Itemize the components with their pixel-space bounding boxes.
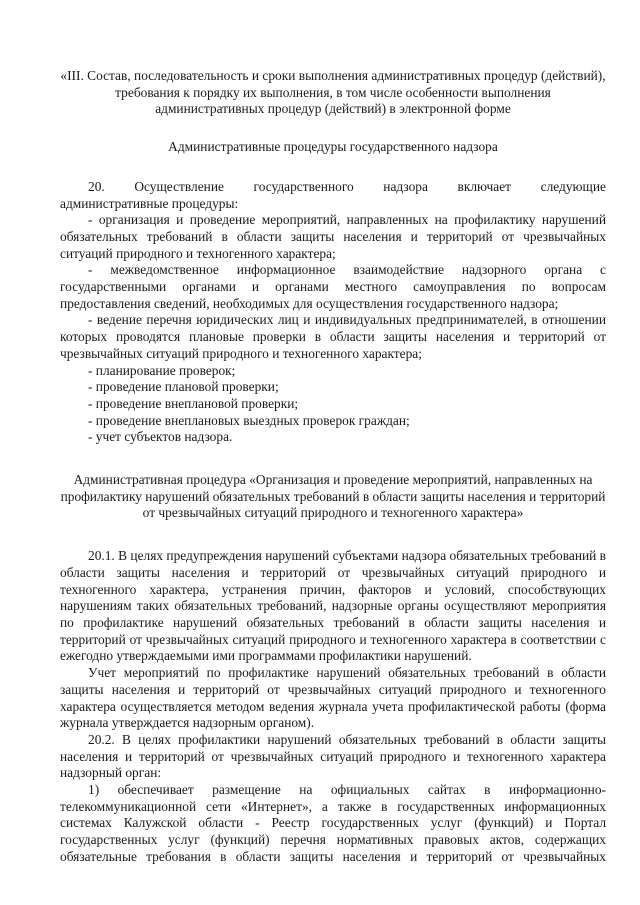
section-heading: «III. Состав, последовательность и сроки выполнения административных процедур (действий), требования к порядку их выполнения, в том числе особенности выполнения административных процедур (действий) в электронной форме (60, 68, 606, 117)
list-item: - организация и проведение мероприятий, направленных на профилактику нарушений обязательных требований в области защиты населения и территорий от чрезвычайных ситуаций природного и техногенного характера; (60, 212, 606, 261)
item-20-word: включает (457, 178, 512, 194)
list-item: - проведение плановой проверки; (88, 379, 279, 395)
paragraph-20-1: 20.1. В целях предупреждения нарушений субъектами надзора обязательных требований в области защиты населения и территорий от чрезвычайных ситуаций природного и техногенного характера, устранения причин, факторов и условий, способствующих нарушениям таких обязательных требований, надзорные органы осуществляют мероприятия по профилактике нарушений обязательных требований в области защиты населения и территорий от чрезвычайных ситуаций природного и техногенного характера в соответствии с ежегодно утверждаемыми ими программами профилактики нарушений. (60, 548, 606, 664)
item-20-first-line (60, 179, 606, 196)
paragraph-journal: Учет мероприятий по профилактике нарушений обязательных требований в области защиты населения и территорий от чрезвычайных ситуаций природного и техногенного характера осуществляется методом ведения журнала учета профилактической работы (форма журнала утверждается надзорным органом). (60, 665, 606, 731)
paragraph-20-2-1: 1) обеспечивает размещение на официальных сайтах в информационно-телекоммуникационной сети «Интернет», а также в государственных информационных системах Калужской области - Реестр государственных услуг (функций) и Портал государственных услуг (функций) перечня нормативных правовых актов, содержащих обязательные требования в области защиты населения и территорий от чрезвычайных (60, 782, 606, 864)
list-item: - ведение перечня юридических лиц и индивидуальных предпринимателей, в отношении которых проводятся плановые проверки в области защиты населения и территорий от чрезвычайных ситуаций природного и техногенного характера; (60, 312, 606, 361)
item-20 (60, 179, 606, 446)
subsection-heading: Административные процедуры государственного надзора (168, 139, 498, 155)
list-item: - проведение внеплановых выездных проверок граждан; (88, 412, 410, 428)
item-20-word: 20. (88, 178, 105, 194)
list-item: - межведомственное информационное взаимодействие надзорного органа с государственными органами и органами местного самоуправления по вопросам предоставления сведений, необходимых для осуществления государственного надзора; (60, 262, 606, 311)
item-20-continuation: административные процедуры: (60, 195, 239, 211)
procedure-heading: Административная процедура «Организация и проведение мероприятий, направленных на профилактику нарушений обязательных требований в области защиты населения и территорий от чрезвычайных ситуаций природного и техногенного характера» (60, 472, 606, 521)
item-20-word: следующие (540, 178, 606, 194)
list-item: - учет субъектов надзора. (88, 429, 233, 445)
list-item: - проведение внеплановой проверки; (88, 395, 299, 411)
item-20-word: государственного (253, 178, 354, 194)
item-20-word: надзора (383, 178, 428, 194)
paragraph-20-2: 20.2. В целях профилактики нарушений обязательных требований в области защиты населения и территорий от чрезвычайных ситуаций природного и техногенного характера надзорный орган: (60, 731, 606, 781)
item-20-word: Осуществление (134, 178, 224, 194)
list-item: - планирование проверок; (88, 362, 236, 378)
